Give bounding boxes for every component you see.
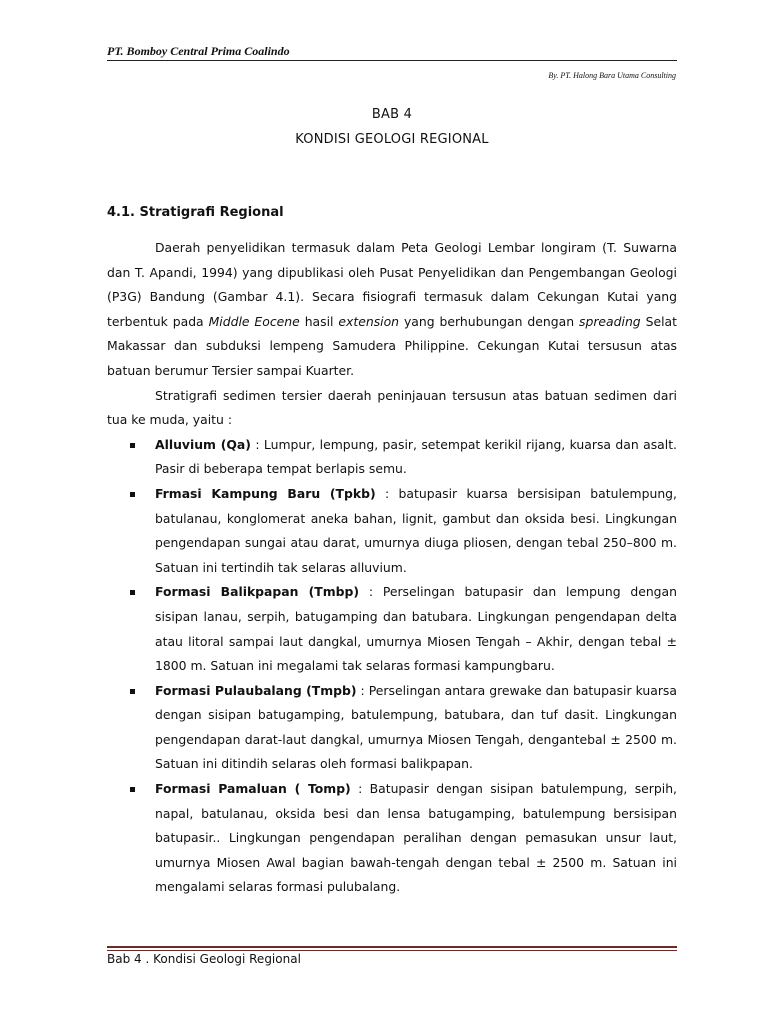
bullet-icon [130, 590, 135, 595]
header-divider [107, 60, 677, 61]
formation-description: : Perselingan antara grewake dan batupasir kuarsa dengan sisipan batugamping, batulempung, batubara, dan tuf dasit. Lingkungan pengendapan darat-laut dangkal, umurnya Miosen Tengah, dengantebal ± 2500 m. Satuan ini ditindih selaras oleh formasi balikpapan. [155, 682, 677, 772]
list-item [107, 482, 677, 580]
formation-description: : Perselingan batupasir dan lempung dengan sisipan lanau, serpih, batugamping dan batubara. Lingkungan pengendapan delta atau litoral sampai laut dangkal, umurnya Miosen Tengah – Akhir, dengan tebal ± 1800 m. Satuan ini megalami tak selaras formasi kampungbaru. [155, 584, 677, 674]
footer-divider-thick [107, 946, 677, 948]
formation-name: Alluvium (Qa) [155, 436, 251, 452]
footer-chapter-label: Bab 4 . Kondisi Geologi Regional [107, 952, 301, 966]
bullet-icon [130, 492, 135, 497]
paragraph-intro [107, 236, 677, 384]
body-text [107, 236, 677, 900]
formation-description: : Batupasir dengan sisipan batulempung, serpih, napal, batulanau, oksida besi dan lensa batugamping, batulempung bersisipan batupasir.. Lingkungan pengendapan peralihan dengan pemasukan unsur laut, umurnya Miosen Awal bagian bawah-tengah dengan tebal ± 2500 m. Satuan ini mengalami selaras formasi pulubalang. [155, 781, 677, 895]
footer-divider-thin [107, 950, 677, 951]
list-item [107, 777, 677, 900]
list-item [107, 433, 677, 482]
bullet-icon [130, 689, 135, 694]
formation-description: : Lumpur, lempung, pasir, setempat kerikil rijang, kuarsa dan asalt. Pasir di beberapa tempat berlapis semu. [155, 436, 677, 477]
formation-name: Formasi Pulaubalang (Tmpb) [155, 682, 357, 698]
paragraph-intro-text-2: hasil [299, 313, 339, 329]
bullet-icon [130, 787, 135, 792]
list-item [107, 679, 677, 777]
list-item [107, 580, 677, 678]
formation-name: Formasi Pamaluan ( Tomp) [155, 781, 351, 797]
chapter-number: BAB 4 [371, 107, 413, 122]
formation-name: Formasi Balikpapan (Tmbp) [155, 584, 360, 600]
term-middle-eocene: Middle Eocene [208, 313, 300, 329]
paragraph-intro-text-3: yang berhubungan dengan [399, 313, 579, 329]
formation-description: : batupasir kuarsa bersisipan batulempung, batulanau, konglomerat aneka bahan, lignit, gambut dan oksida besi. Lingkungan pengendapan sungai atau darat, umurnya diuga pliosen, dengan tebal 250–800 m. Satuan ini tertindih tak selaras alluvium. [155, 485, 677, 575]
formation-name: Frmasi Kampung Baru (Tpkb) [155, 485, 376, 501]
bullet-icon [130, 443, 135, 448]
formation-list [107, 433, 677, 900]
term-spreading: spreading [579, 313, 641, 329]
paragraph-stratigraphy: Stratigrafi sedimen tersier daerah peninjauan tersusun atas batuan sedimen dari tua ke muda, yaitu : [107, 387, 677, 428]
paragraph-intro-text-4: Selat Makassar dan subduksi lempeng Samudera Philippine. Cekungan Kutai tersusun atas batuan berumur Tersier sampai Kuarter. [107, 313, 677, 378]
paragraph-intro-text-1: Daerah penyelidikan termasuk dalam Peta Geologi Lembar longiram (T. Suwarna dan T. Apandi, 1994) yang dipublikasi oleh Pusat Penyelidikan dan Pengembangan Geologi (P3G) Bandung (Gambar 4.1). Secara fisiografi termasuk dalam Cekungan Kutai yang terbentuk pada [107, 240, 677, 329]
term-extension: extension [338, 313, 400, 329]
header-consultant-name: By. PT. Halong Bara Utama Consulting [548, 71, 676, 80]
chapter-title: KONDISI GEOLOGI REGIONAL [295, 132, 489, 147]
header-company-name: PT. Bomboy Central Prima Coalindo [107, 44, 290, 58]
section-title: 4.1. Stratigrafi Regional [107, 205, 284, 220]
